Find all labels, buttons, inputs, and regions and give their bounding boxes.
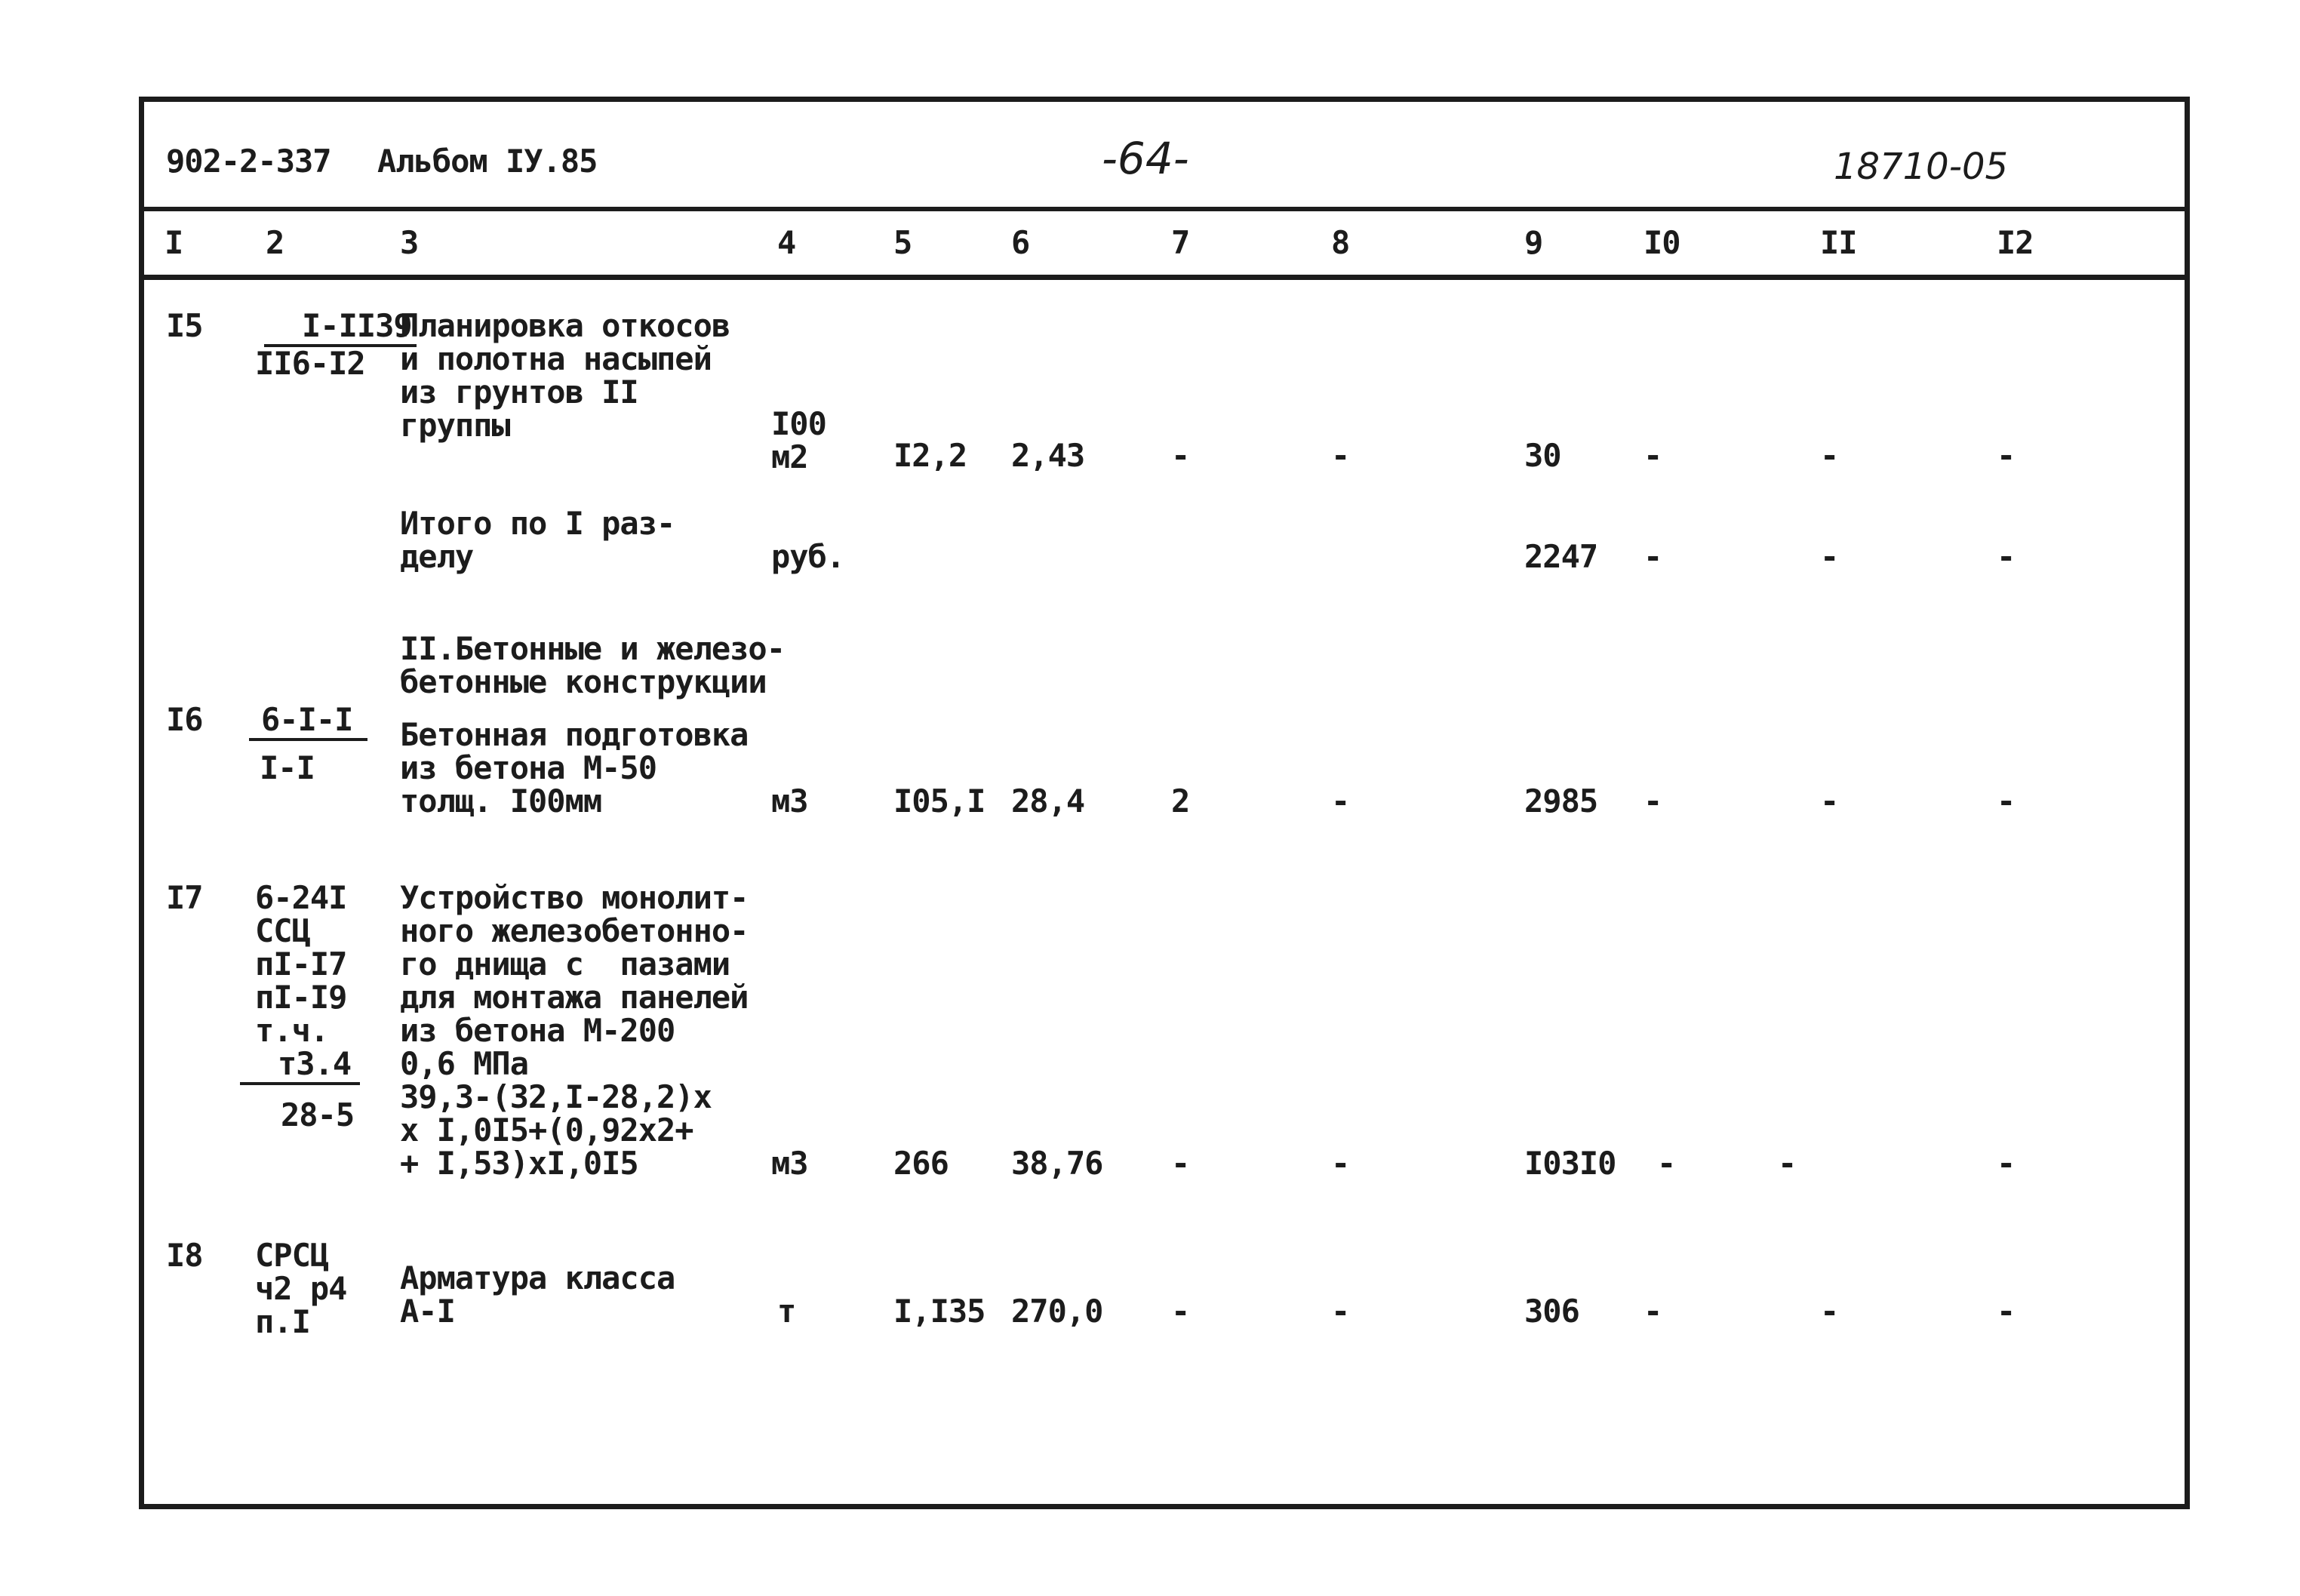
stamp-number: 18710-05 bbox=[1834, 146, 2009, 188]
column-header: 3 bbox=[400, 224, 419, 261]
row-code-bottom: II6-I2 bbox=[255, 345, 365, 382]
cell-col9: 2247 bbox=[1524, 538, 1598, 575]
row-number: I8 bbox=[166, 1237, 203, 1274]
cell-col5: I05,I bbox=[893, 783, 985, 820]
cell-col12: - bbox=[1997, 1145, 2016, 1182]
row-code: 6-24I ССЦ пI-I7 пI-I9 т.ч. bbox=[255, 879, 347, 1049]
row-description: Устройство монолит- ного железобетонно- го днища с пазами для монтажа панелей из бетона М-200 0,6 МПа 39,3-(32,I-28,2)х х I,0I5+(0,92х2+ + I,53)хI,0I5 bbox=[400, 879, 749, 1182]
row-number: I6 bbox=[166, 701, 203, 738]
cell-col11: - bbox=[1820, 1293, 1839, 1330]
row-code: СРСЦ ч2 р4 п.I bbox=[255, 1237, 347, 1340]
column-header: I2 bbox=[1997, 224, 2034, 261]
cell-col5: I2,2 bbox=[893, 437, 967, 474]
album-label: Альбом IУ.85 bbox=[377, 143, 598, 180]
row-unit: I00 м2 bbox=[771, 405, 826, 475]
cell-col6: 38,76 bbox=[1011, 1145, 1103, 1182]
cell-col10: - bbox=[1644, 783, 1662, 820]
row-description: Бетонная подготовка из бетона М-50 толщ. I00мм bbox=[400, 716, 749, 820]
cell-col12: - bbox=[1997, 538, 2016, 575]
row-description: Планировка откосов и полотна насыпей из грунтов II группы bbox=[400, 307, 730, 444]
doc-code: 902-2-337 bbox=[166, 143, 331, 180]
cell-col7: - bbox=[1171, 1145, 1190, 1182]
row-number: I5 bbox=[166, 307, 203, 344]
row-description: Арматура класса А-I bbox=[400, 1259, 675, 1330]
cell-col9: 306 bbox=[1524, 1293, 1579, 1330]
cell-col12: - bbox=[1997, 437, 2016, 474]
cell-col10: - bbox=[1657, 1145, 1676, 1182]
cell-col11: - bbox=[1820, 538, 1839, 575]
cell-col9: I03I0 bbox=[1524, 1145, 1616, 1182]
cell-col9: 2985 bbox=[1524, 783, 1598, 820]
cell-col10: - bbox=[1644, 437, 1662, 474]
cell-col5: I,I35 bbox=[893, 1293, 985, 1330]
column-header: II bbox=[1820, 224, 1857, 261]
row-code-underlined: т3.4 bbox=[240, 1045, 360, 1085]
page-number: -64- bbox=[1102, 133, 1189, 184]
row-unit: т bbox=[777, 1293, 796, 1330]
column-header: 4 bbox=[777, 224, 796, 261]
cell-col10: - bbox=[1644, 1293, 1662, 1330]
cell-col7: - bbox=[1171, 1293, 1190, 1330]
cell-col11: - bbox=[1778, 1145, 1797, 1182]
row-unit: м3 bbox=[771, 783, 808, 820]
row-code-bottom: I-I bbox=[260, 749, 315, 786]
row-code-top: 6-I-I bbox=[249, 701, 367, 741]
cell-col9: 30 bbox=[1524, 437, 1561, 474]
cell-col11: - bbox=[1820, 437, 1839, 474]
header-rule bbox=[139, 207, 2190, 211]
column-header: I bbox=[165, 224, 183, 261]
cell-col11: - bbox=[1820, 783, 1839, 820]
column-header: 9 bbox=[1524, 224, 1543, 261]
column-header: 8 bbox=[1331, 224, 1350, 261]
cell-col8: - bbox=[1331, 1293, 1350, 1330]
cell-col8: - bbox=[1331, 437, 1350, 474]
cell-col6: 28,4 bbox=[1011, 783, 1085, 820]
cell-col5: 266 bbox=[893, 1145, 949, 1182]
column-header: 7 bbox=[1171, 224, 1190, 261]
cell-col10: - bbox=[1644, 538, 1662, 575]
column-header-rule bbox=[139, 275, 2190, 280]
cell-col7: - bbox=[1171, 437, 1190, 474]
row-code-top: I-II39 bbox=[264, 307, 417, 347]
cell-col8: - bbox=[1331, 783, 1350, 820]
subtotal-description: Итого по I раз- делу bbox=[400, 505, 675, 575]
cell-col8: - bbox=[1331, 1145, 1350, 1182]
column-header: 6 bbox=[1011, 224, 1030, 261]
column-header: I0 bbox=[1644, 224, 1680, 261]
cell-col6: 2,43 bbox=[1011, 437, 1085, 474]
cell-col6: 270,0 bbox=[1011, 1293, 1103, 1330]
row-number: I7 bbox=[166, 879, 203, 916]
cell-col12: - bbox=[1997, 783, 2016, 820]
cell-col7: 2 bbox=[1171, 783, 1190, 820]
column-header: 2 bbox=[266, 224, 284, 261]
row-code-bottom: 28-5 bbox=[281, 1096, 355, 1133]
cell-col12: - bbox=[1997, 1293, 2016, 1330]
row-unit: м3 bbox=[771, 1145, 808, 1182]
section-heading: II.Бетонные и железо- бетонные конструкции bbox=[400, 630, 786, 700]
column-header: 5 bbox=[893, 224, 912, 261]
subtotal-unit: руб. bbox=[771, 538, 845, 575]
